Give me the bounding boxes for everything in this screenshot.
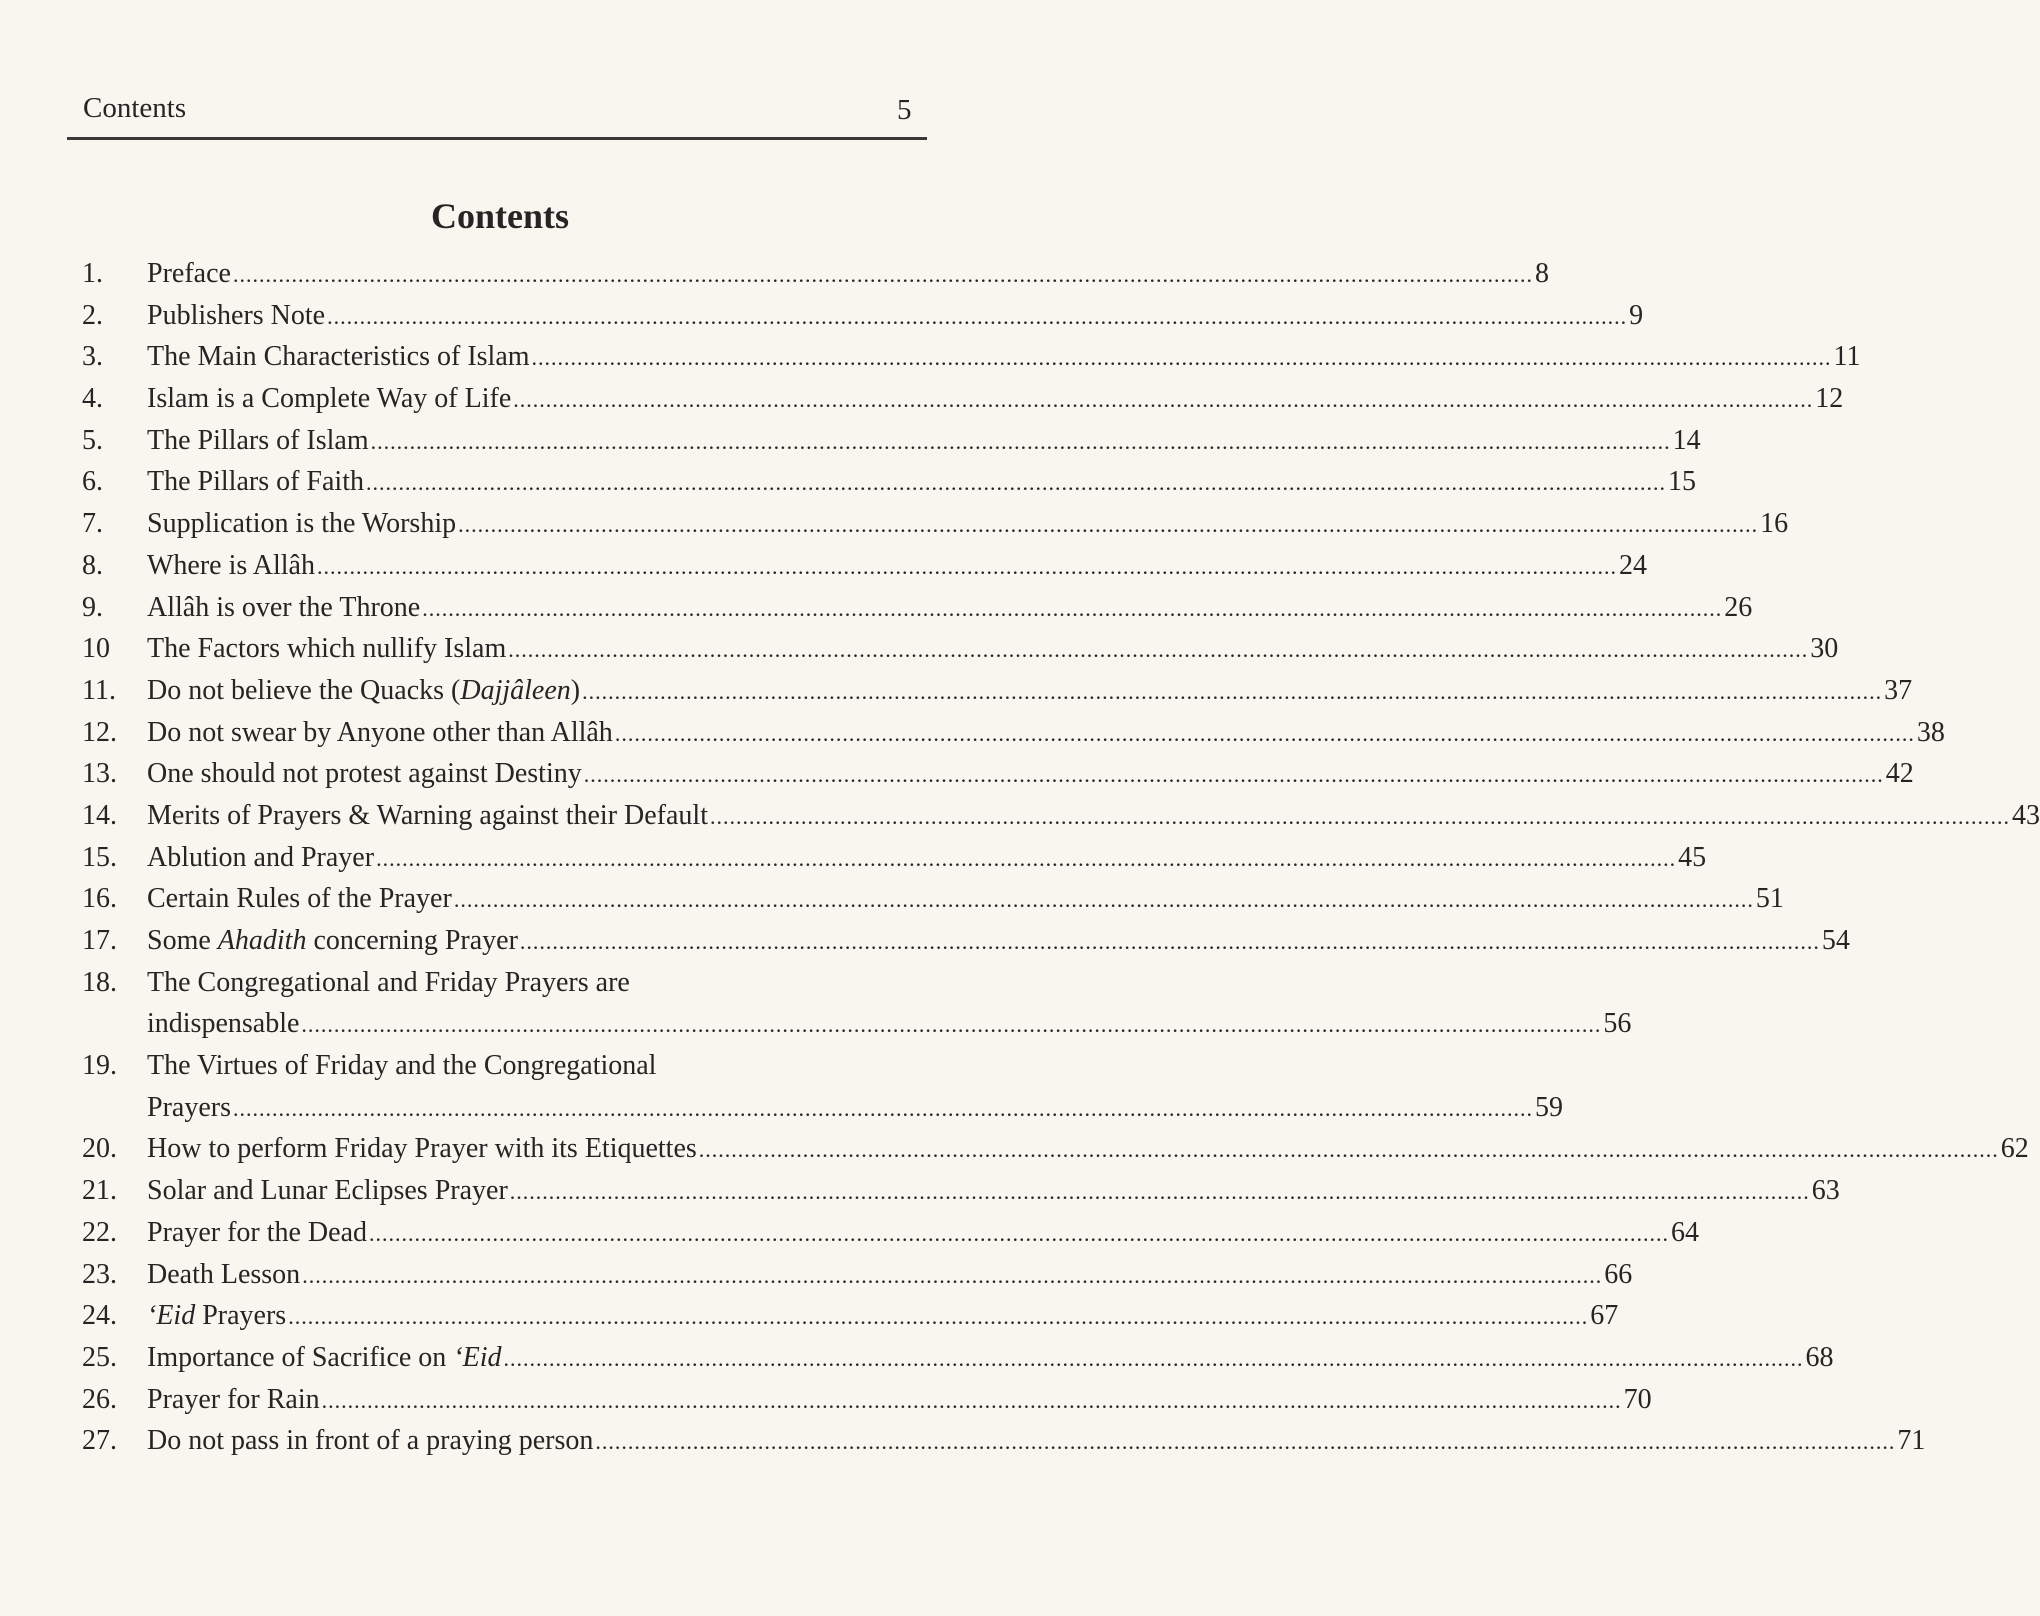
toc-entry: [82, 674, 1913, 717]
page-title: Contents: [430, 196, 569, 236]
entry-title-part: One should not protest against Destiny: [147, 758, 582, 790]
entry-page-number: 15: [1667, 466, 1696, 498]
entry-number: 5.: [82, 424, 103, 456]
entry-title: [147, 1342, 502, 1374]
entry-title-part: The Factors which nullify Islam: [147, 633, 507, 665]
entry-page-number: 56: [1603, 1008, 1632, 1040]
entry-page-number: 11: [1833, 341, 1861, 373]
toc-entry: [82, 841, 1707, 884]
entry-title-part: Prayers: [195, 1300, 287, 1332]
dot-leader: ........................................................................................................................................................................................................: [503, 1345, 1804, 1371]
toc-entry: [82, 299, 1644, 342]
entry-title: [147, 1384, 320, 1416]
dot-leader: ........................................................................................................................................................................................................: [513, 387, 1814, 413]
toc-entry: [82, 1341, 1834, 1384]
entry-page-number: 38: [1916, 716, 1945, 748]
toc-entry: [82, 383, 1844, 425]
dot-leader: ........................................................................................................................................................................................................: [453, 887, 1754, 913]
entry-title-part: indispensable: [147, 1008, 300, 1040]
entry-title: [147, 1175, 508, 1207]
toc-entry: [82, 1425, 1926, 1467]
entry-title: [147, 717, 613, 749]
entry-page-number: 62: [2000, 1133, 2029, 1165]
toc-entry-line: [82, 967, 872, 1009]
entry-page-number: 16: [1760, 508, 1789, 540]
entry-title-part: Do not believe the Quacks (: [147, 674, 461, 706]
entry-number: 10: [82, 633, 110, 665]
dot-leader: ........................................................................................................................................................................................................: [698, 1137, 1999, 1163]
toc-entry: [82, 799, 2040, 842]
dot-leader: ........................................................................................................................................................................................................: [709, 803, 2010, 829]
entry-number: 26.: [82, 1383, 117, 1415]
entry-page-number: 37: [1884, 674, 1913, 706]
dot-leader: ........................................................................................................................................................................................................: [509, 1179, 1810, 1205]
dot-leader: ........................................................................................................................................................................................................: [614, 720, 1915, 746]
toc-entry: [82, 1258, 1633, 1301]
entry-title-part: ‘Eid: [147, 1300, 196, 1332]
entry-page-number: 14: [1672, 424, 1701, 456]
entry-title: [147, 883, 452, 915]
entry-page-number: 8: [1534, 258, 1549, 289]
entry-title: [147, 341, 530, 373]
entry-title-line: The Congregational and Friday Prayers are: [147, 966, 630, 998]
entry-title: [147, 300, 325, 332]
entry-title-part: Some: [147, 925, 218, 956]
entry-page-number: 43: [2011, 799, 2040, 831]
entry-title-part: concerning Prayer: [306, 925, 518, 956]
dot-leader: ........................................................................................................................................................................................................: [519, 929, 1820, 954]
entry-title: [147, 800, 708, 832]
entry-number: 19.: [82, 1050, 117, 1082]
entry-title: [147, 1217, 367, 1249]
entry-title-part: Publishers Note: [147, 299, 326, 331]
entry-title-part: ‘Eid: [453, 1341, 502, 1373]
entry-page-number: 51: [1755, 883, 1784, 915]
entry-page-number: 64: [1671, 1216, 1700, 1248]
entry-number: 23.: [82, 1258, 117, 1290]
entry-title-part: Allâh is over the Throne: [147, 591, 421, 623]
toc-entry: [82, 1175, 1840, 1217]
entry-title: [147, 633, 506, 665]
entry-page-number: 12: [1815, 383, 1844, 415]
entry-number: 25.: [82, 1341, 117, 1373]
toc-entry: [82, 925, 1850, 967]
entry-title-part: Prayer for Rain: [147, 1383, 320, 1415]
entry-page-number: 70: [1623, 1383, 1652, 1415]
entry-title-part: Prayers: [147, 1091, 231, 1123]
toc-entry: [82, 883, 1784, 925]
entry-number: 2.: [82, 299, 103, 331]
toc-entry: [82, 549, 1647, 592]
dot-leader: ........................................................................................................................................................................................................: [321, 1387, 1622, 1413]
toc-entry: [82, 1133, 2029, 1175]
dot-leader: ........................................................................................................................................................................................................: [327, 303, 1628, 329]
entry-number: 7.: [82, 508, 103, 540]
entry-page-number: 68: [1805, 1341, 1834, 1373]
entry-number: 22.: [82, 1216, 117, 1248]
entry-title-part: The Pillars of Islam: [147, 424, 369, 456]
toc-entry: [82, 633, 1839, 675]
entry-title: [147, 1092, 231, 1124]
entry-title-part: Merits of Prayers & Warning against their Default: [147, 799, 708, 831]
toc-entry: [82, 1008, 1632, 1050]
dot-leader: ........................................................................................................................................................................................................: [422, 595, 1723, 621]
entry-page-number: 67: [1590, 1300, 1619, 1332]
entry-title-part: How to perform Friday Prayer with its Etiquettes: [147, 1133, 697, 1165]
entry-number: 14.: [82, 799, 117, 831]
entry-title: [147, 758, 582, 790]
entry-title: [147, 508, 456, 540]
entry-page-number: 9: [1629, 299, 1644, 331]
toc-entry: [82, 466, 1696, 508]
entry-title: [147, 383, 511, 415]
toc-entry: [82, 508, 1789, 550]
entry-title: [147, 258, 231, 290]
dot-leader: ........................................................................................................................................................................................................: [301, 1012, 1602, 1038]
entry-title-part: ): [570, 674, 581, 706]
entry-title-part: Certain Rules of the Prayer: [147, 883, 452, 915]
toc-entry: [82, 758, 1914, 800]
entry-number: 27.: [82, 1425, 117, 1457]
entry-title-line: The Virtues of Friday and the Congregational: [147, 1050, 657, 1082]
dot-leader: ........................................................................................................................................................................................................: [369, 1220, 1670, 1246]
entry-title-part: Dajjâleen: [460, 674, 571, 706]
toc-entry: [82, 591, 1753, 634]
table-of-contents: [82, 258, 2040, 1467]
entry-title: [147, 466, 364, 498]
dot-leader: ........................................................................................................................................................................................................: [583, 762, 1884, 788]
entry-number: 21.: [82, 1175, 117, 1207]
dot-leader: ........................................................................................................................................................................................................: [370, 428, 1671, 454]
entry-number: 9.: [82, 591, 103, 623]
dot-leader: ........................................................................................................................................................................................................: [595, 1429, 1896, 1455]
entry-title-part: The Main Characteristics of Islam: [147, 341, 530, 373]
toc-entry: [82, 424, 1701, 467]
entry-page-number: 71: [1897, 1425, 1926, 1457]
entry-number: 4.: [82, 383, 103, 415]
dot-leader: ........................................................................................................................................................................................................: [531, 345, 1832, 371]
running-title: Contents: [83, 92, 187, 124]
entry-title: [147, 1259, 300, 1291]
entry-title: [147, 1425, 593, 1457]
toc-entry: [82, 1216, 1700, 1259]
entry-number: 24.: [82, 1300, 117, 1332]
dot-leader: ........................................................................................................................................................................................................: [365, 470, 1666, 496]
dot-leader: ........................................................................................................................................................................................................: [232, 1095, 1533, 1121]
page-number: 5: [897, 94, 912, 126]
entry-number: 12.: [82, 716, 117, 748]
entry-title-part: Importance of Sacrifice on: [147, 1341, 454, 1373]
toc-entry: [82, 258, 1549, 300]
entry-title: [147, 550, 315, 582]
header-rule: [67, 137, 927, 140]
toc-entry: [82, 716, 1945, 759]
entry-title: [147, 1300, 286, 1332]
toc-entry: [82, 1091, 1563, 1134]
entry-number: 6.: [82, 466, 103, 498]
entry-number: 13.: [82, 758, 117, 790]
entry-number: 15.: [82, 841, 117, 873]
entry-page-number: 24: [1618, 549, 1647, 581]
entry-title-part: Ahadith: [217, 925, 307, 956]
dot-leader: ........................................................................................................................................................................................................: [232, 262, 1533, 287]
entry-page-number: 59: [1534, 1091, 1563, 1123]
entry-number: 8.: [82, 549, 103, 581]
entry-page-number: 26: [1724, 591, 1753, 623]
entry-title-part: Ablution and Prayer: [147, 841, 375, 873]
entry-title: [147, 592, 420, 624]
entry-title: [147, 425, 369, 457]
entry-title: [147, 1133, 697, 1165]
dot-leader: ........................................................................................................................................................................................................: [302, 1262, 1603, 1288]
entry-page-number: 42: [1885, 758, 1914, 790]
entry-number: 1.: [82, 258, 103, 289]
entry-page-number: 63: [1811, 1175, 1840, 1207]
toc-entry-line: [82, 1050, 872, 1092]
entry-title: [147, 925, 518, 957]
dot-leader: ........................................................................................................................................................................................................: [458, 512, 1759, 538]
entry-number: 17.: [82, 925, 117, 956]
dot-leader: ........................................................................................................................................................................................................: [288, 1304, 1589, 1330]
dot-leader: ........................................................................................................................................................................................................: [508, 637, 1809, 663]
entry-title: [147, 1008, 299, 1040]
entry-title-part: Death Lesson: [147, 1258, 301, 1290]
entry-title-part: Supplication is the Worship: [147, 508, 457, 540]
entry-page-number: 54: [1821, 925, 1850, 956]
entry-number: 16.: [82, 883, 117, 915]
toc-entry: [82, 1300, 1619, 1342]
entry-title: [147, 842, 374, 874]
entry-page-number: 30: [1810, 633, 1839, 665]
entry-title-part: Prayer for the Dead: [147, 1216, 368, 1248]
toc-entry: [82, 1383, 1652, 1426]
toc-entry: [82, 341, 1861, 383]
entry-title-part: Do not swear by Anyone other than Allâh: [147, 716, 613, 748]
dot-leader: ........................................................................................................................................................................................................: [376, 845, 1677, 871]
entry-title-part: Where is Allâh: [147, 549, 315, 581]
entry-title-part: Islam is a Complete Way of Life: [147, 383, 512, 415]
entry-number: 11.: [82, 674, 116, 706]
entry-number: 18.: [82, 966, 117, 998]
entry-title: [147, 675, 580, 707]
dot-leader: ........................................................................................................................................................................................................: [582, 678, 1883, 704]
entry-number: 3.: [82, 341, 103, 373]
entry-title-part: Do not pass in front of a praying person: [147, 1425, 594, 1457]
entry-number: 20.: [82, 1133, 117, 1165]
entry-page-number: 66: [1604, 1258, 1633, 1290]
entry-title-part: Preface: [147, 258, 231, 289]
entry-page-number: 45: [1678, 841, 1707, 873]
entry-title-part: Solar and Lunar Eclipses Prayer: [147, 1175, 508, 1207]
entry-title-part: The Pillars of Faith: [147, 466, 364, 498]
dot-leader: ........................................................................................................................................................................................................: [316, 553, 1617, 579]
